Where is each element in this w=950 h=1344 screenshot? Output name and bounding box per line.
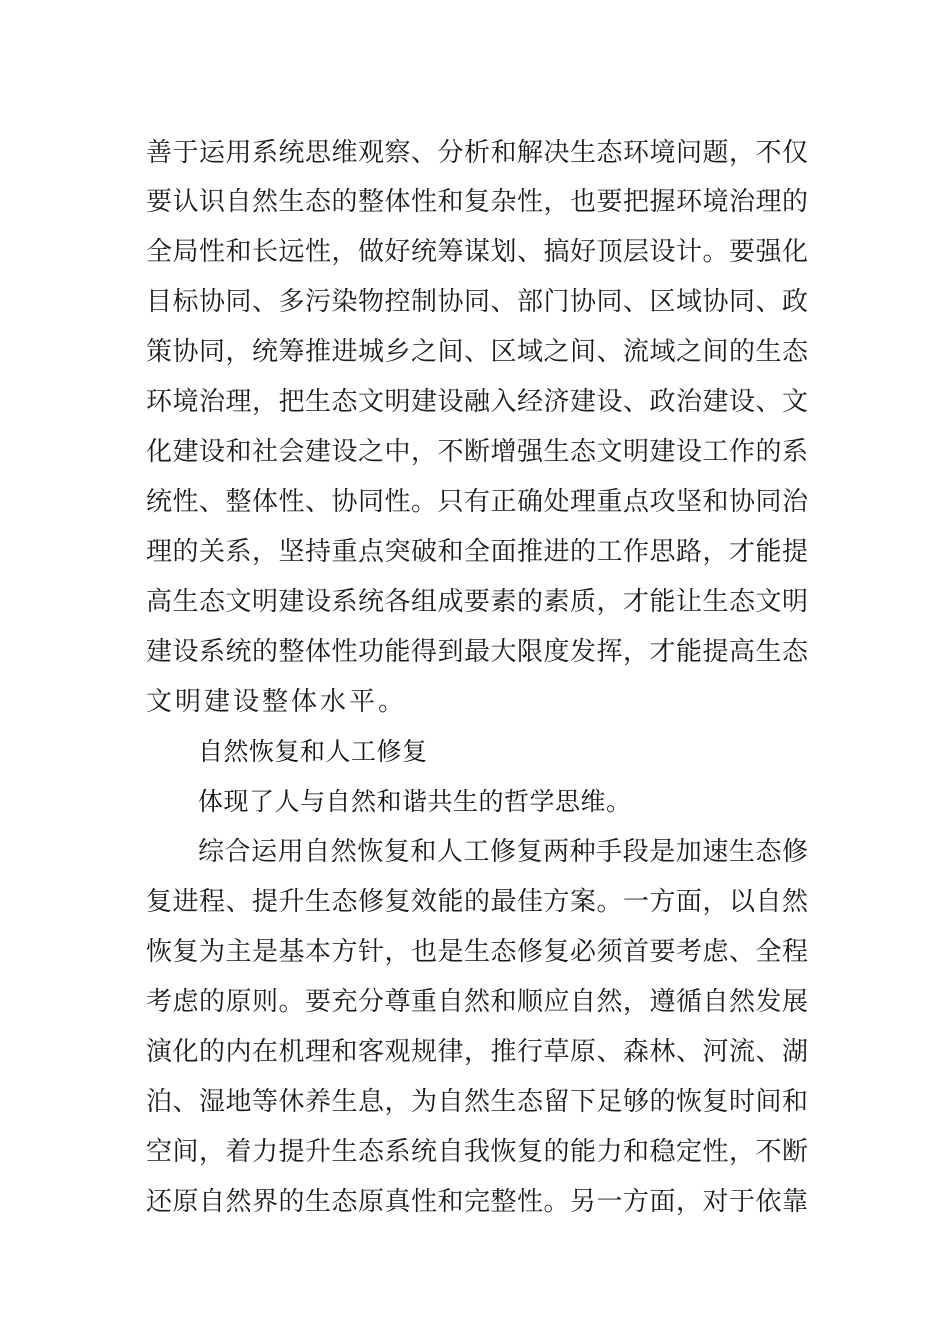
paragraph-1-line-8: 统性、整体性、协同性。只有正确处理重点攻坚和协同治	[146, 487, 808, 517]
paragraph-2-line-4: 考虑的原则。要充分尊重自然和顺应自然，遵循自然发展	[146, 987, 808, 1017]
section-heading-2: 体现了人与自然和谐共生的哲学思维。	[198, 787, 632, 816]
paragraph-1-line-12: 文明建设整体水平。	[146, 687, 408, 717]
paragraph-1-line-11: 建设系统的整体性功能得到最大限度发挥，才能提高生态	[146, 637, 808, 667]
paragraph-1-line-6: 环境治理，把生态文明建设融入经济建设、政治建设、文	[146, 387, 808, 417]
section-heading-1: 自然恢复和人工修复	[198, 737, 428, 766]
paragraph-1-line-3: 全局性和长远性，做好统筹谋划、搞好顶层设计。要强化	[146, 237, 808, 267]
paragraph-1-line-9: 理的关系，坚持重点突破和全面推进的工作思路，才能提	[146, 537, 808, 567]
paragraph-2-line-2: 复进程、提升生态修复效能的最佳方案。一方面，以自然	[146, 887, 808, 917]
paragraph-1-line-5: 策协同，统筹推进城乡之间、区域之间、流域之间的生态	[146, 337, 808, 367]
paragraph-2-line-8: 还原自然界的生态原真性和完整性。另一方面，对于依靠	[146, 1187, 808, 1217]
paragraph-1-line-10: 高生态文明建设系统各组成要素的素质，才能让生态文明	[146, 587, 808, 617]
paragraph-1-line-1: 善于运用系统思维观察、分析和解决生态环境问题，不仅	[146, 138, 808, 168]
paragraph-1-line-2: 要认识自然生态的整体性和复杂性，也要把握环境治理的	[146, 187, 808, 217]
paragraph-2-line-6: 泊、湿地等休养生息，为自然生态留下足够的恢复时间和	[146, 1087, 808, 1117]
paragraph-2-line-5: 演化的内在机理和客观规律，推行草原、森林、河流、湖	[146, 1037, 808, 1067]
paragraph-2-line-7: 空间，着力提升生态系统自我恢复的能力和稳定性，不断	[146, 1137, 808, 1167]
paragraph-2-line-3: 恢复为主是基本方针，也是生态修复必须首要考虑、全程	[146, 937, 808, 967]
paragraph-1-line-4: 目标协同、多污染物控制协同、部门协同、区域协同、政	[146, 287, 808, 317]
paragraph-1-line-7: 化建设和社会建设之中，不断增强生态文明建设工作的系	[146, 437, 808, 467]
paragraph-2-line-1: 综合运用自然恢复和人工修复两种手段是加速生态修	[198, 837, 808, 867]
